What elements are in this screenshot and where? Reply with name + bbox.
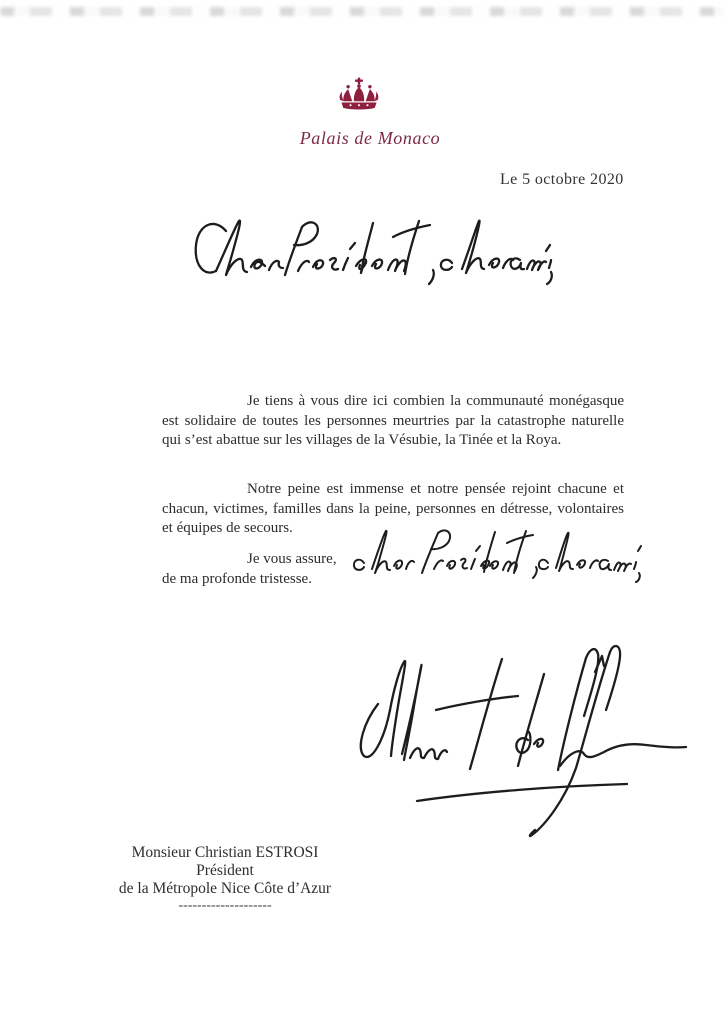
- paragraph-3-suffix: de ma profonde tristesse.: [162, 571, 312, 587]
- recipient-title: Président: [196, 861, 254, 879]
- signature-handwriting: [348, 644, 690, 844]
- recipient-block: [75, 844, 375, 915]
- recipient-organization: de la Métropole Nice Côte d’Azur: [118, 879, 332, 897]
- date-line: Le 5 octobre 2020: [500, 171, 624, 188]
- paragraph-1: Je tiens à vous dire ici combien la communauté monégasque est solidaire de toutes les personnes meurtries par la catastrophe naturelle qui s’est abattue sur les villages de la Vésubie, la Tinée et la Roya.: [162, 393, 624, 449]
- recipient-name: Monsieur Christian ESTROSI: [131, 844, 319, 861]
- recipient-separator: --------------------: [178, 898, 272, 914]
- letterhead-wordmark: Palais de Monaco: [299, 128, 441, 148]
- paragraph-2: Notre peine est immense et notre pensée rejoint chacune et chacun, victimes, familles dans la peine, personnes en détresse, volontaires et équipes de secours.: [162, 481, 624, 537]
- monaco-crown-icon: [336, 71, 382, 117]
- salutation-handwriting: [190, 213, 555, 305]
- paragraph-3-prefix: Je vous assure,: [247, 551, 337, 567]
- scan-artifact: [0, 7, 725, 16]
- inline-handwriting: [350, 527, 642, 589]
